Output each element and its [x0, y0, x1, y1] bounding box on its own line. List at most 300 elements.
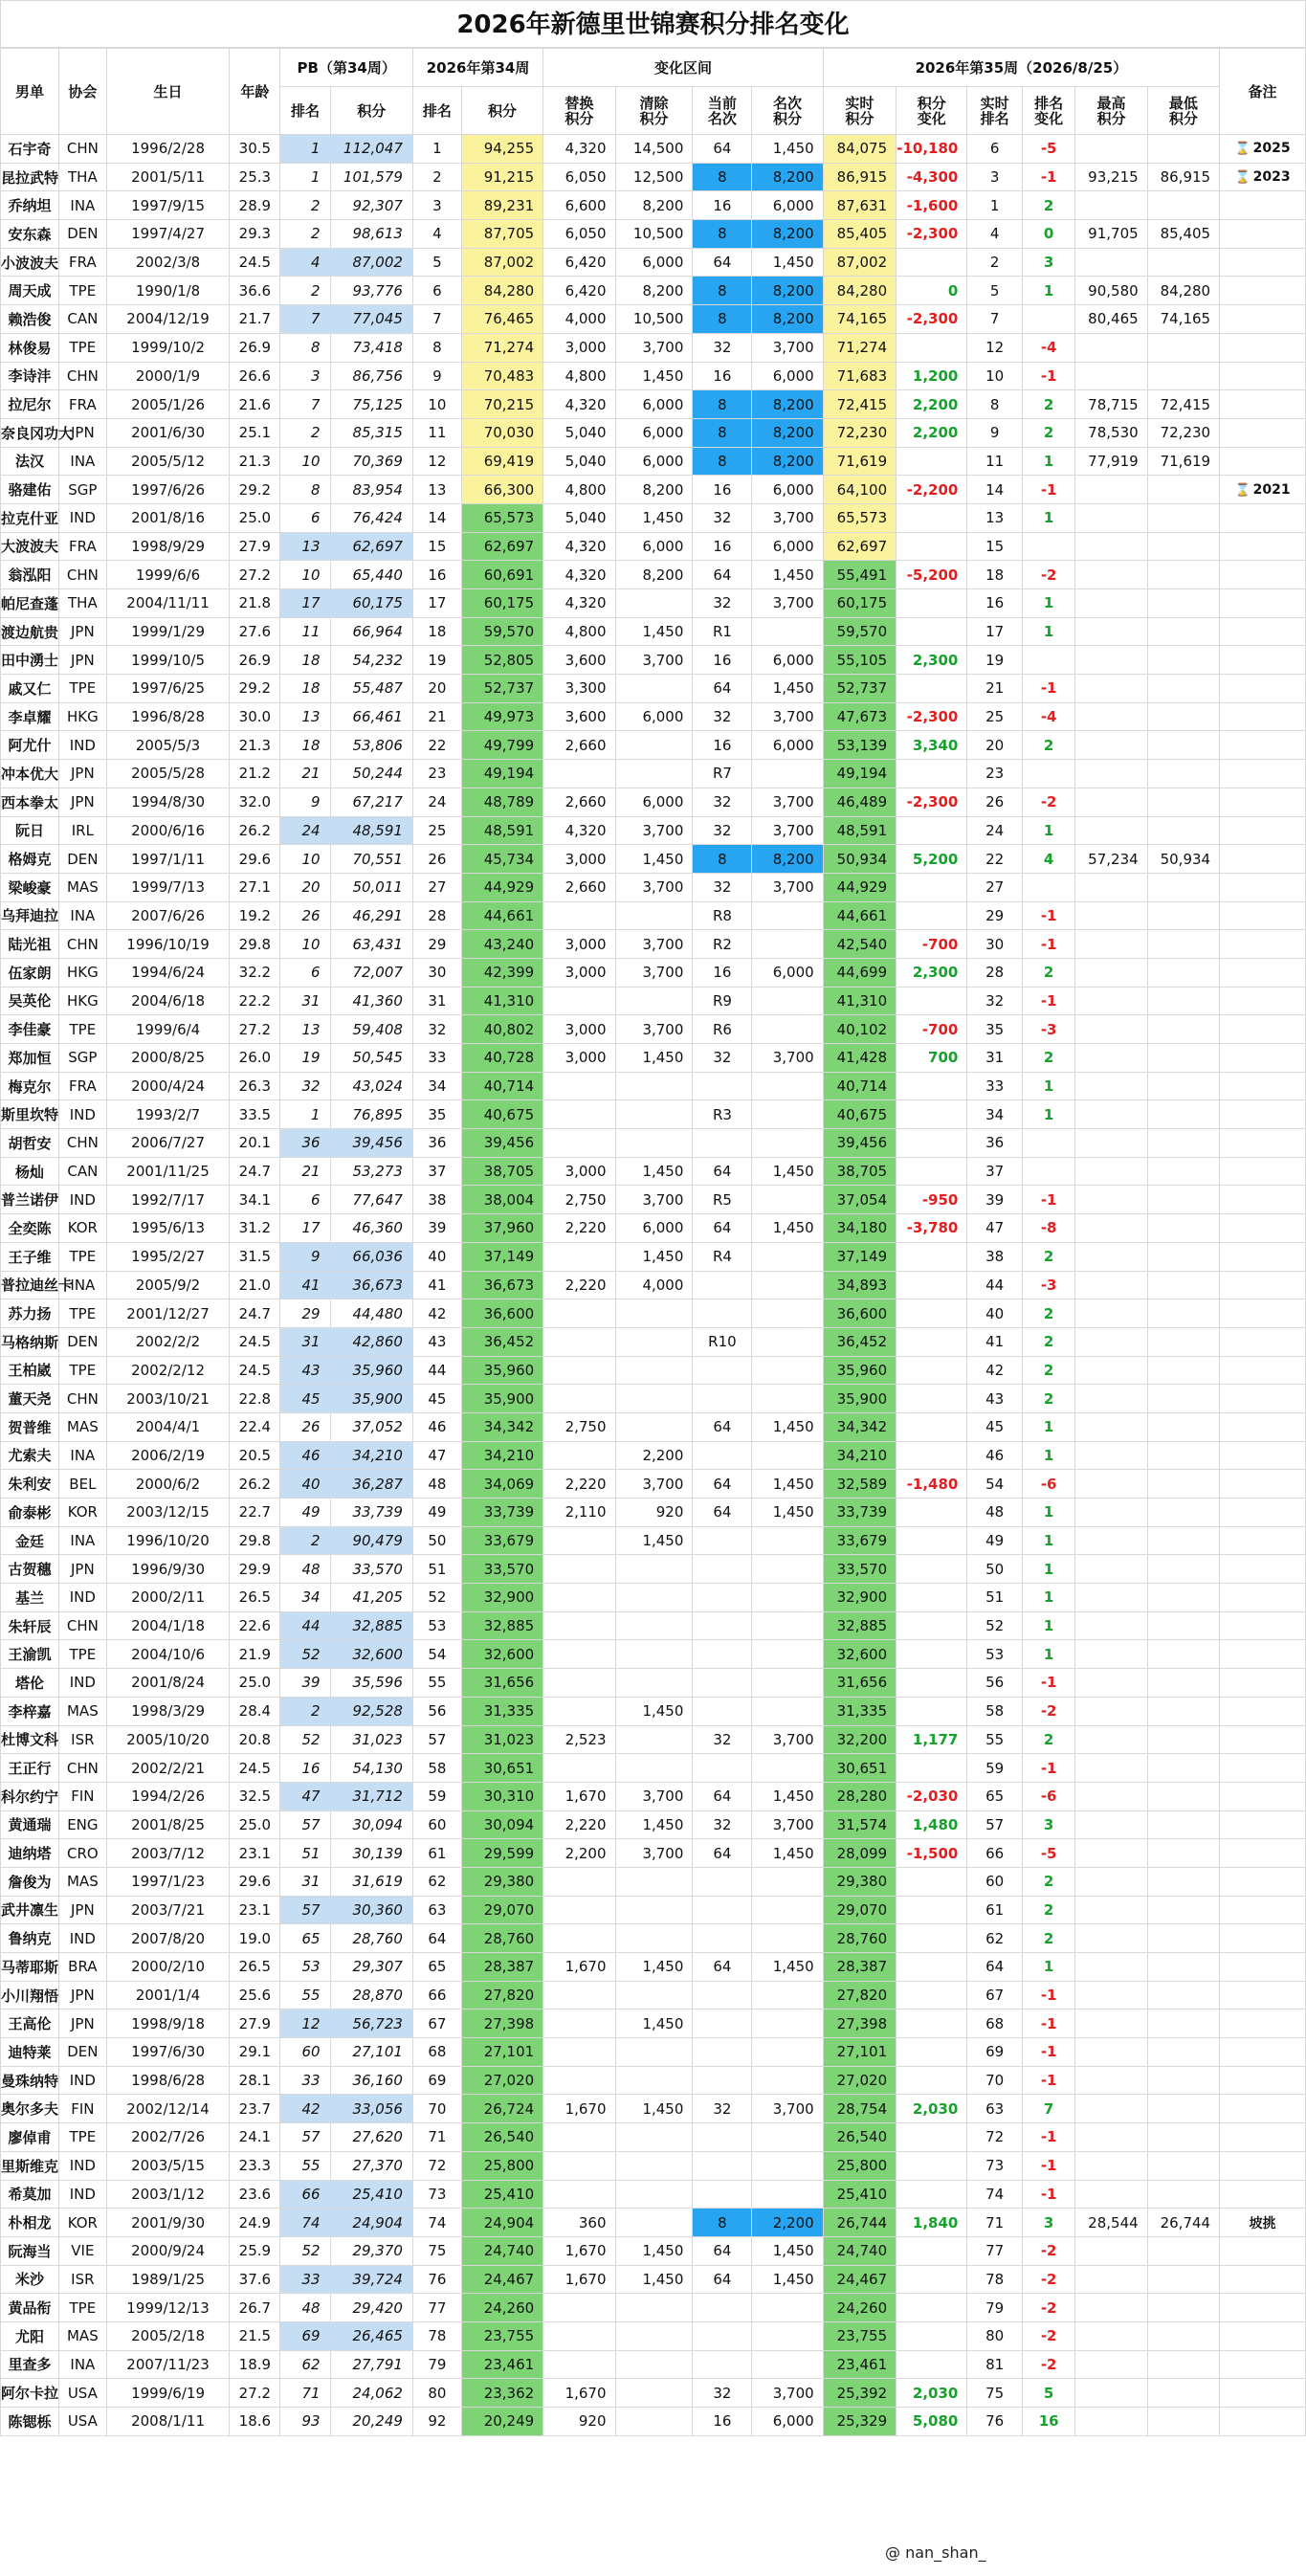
current-round: 64 [693, 2265, 752, 2294]
pb-points: 53,806 [330, 731, 412, 760]
birthday: 2001/8/25 [106, 1810, 230, 1839]
hourglass-icon: ⌛ [1234, 142, 1251, 157]
max-points [1075, 2180, 1147, 2209]
pb-points: 26,465 [330, 2321, 412, 2350]
replace-points: 5,040 [543, 503, 615, 532]
max-points: 90,580 [1075, 277, 1147, 305]
live-points: 41,428 [823, 1044, 896, 1073]
points-change: -2,300 [896, 788, 967, 816]
points-change [896, 2236, 967, 2265]
min-points [1147, 1470, 1219, 1499]
pb-rank: 17 [280, 1214, 330, 1243]
live-rank: 80 [967, 2321, 1023, 2350]
clear-points: 1,450 [615, 2265, 693, 2294]
round-points: 1,450 [752, 1470, 823, 1499]
replace-points [543, 1129, 615, 1158]
round-points [752, 617, 823, 646]
w34-points: 89,231 [461, 191, 542, 220]
rank-change: 1 [1022, 277, 1074, 305]
live-points: 29,070 [823, 1896, 896, 1924]
w34-rank: 22 [412, 731, 461, 760]
player-name: 迪特莱 [1, 2038, 59, 2067]
association: FRA [58, 248, 106, 277]
replace-points [543, 2294, 615, 2322]
current-round: R2 [693, 930, 752, 959]
live-points: 44,929 [823, 873, 896, 901]
round-points [752, 930, 823, 959]
note [1220, 1100, 1306, 1129]
live-rank: 79 [967, 2294, 1023, 2322]
table-row [1, 1271, 1306, 1299]
birthday: 1999/10/2 [106, 333, 230, 362]
clear-points: 1,450 [615, 1157, 693, 1186]
live-points: 34,342 [823, 1412, 896, 1441]
round-points [752, 1356, 823, 1385]
note [1220, 1186, 1306, 1214]
note [1220, 2095, 1306, 2123]
clear-points: 6,000 [615, 702, 693, 731]
association: TPE [58, 2294, 106, 2322]
birthday: 2003/12/15 [106, 1499, 230, 1527]
birthday: 2005/5/28 [106, 760, 230, 788]
max-points [1075, 2066, 1147, 2095]
min-points [1147, 589, 1219, 618]
birthday: 2005/10/20 [106, 1725, 230, 1754]
round-points: 3,700 [752, 1725, 823, 1754]
rank-change: 1 [1022, 1499, 1074, 1527]
age: 28.4 [230, 1697, 280, 1725]
birthday: 2004/1/18 [106, 1611, 230, 1640]
replace-points: 4,320 [543, 589, 615, 618]
live-points: 52,737 [823, 675, 896, 703]
points-change: 2,300 [896, 646, 967, 675]
current-round: 16 [693, 476, 752, 504]
max-points [1075, 1470, 1147, 1499]
player-name: 陈锶栎 [1, 2408, 59, 2436]
live-rank: 75 [967, 2379, 1023, 2408]
age: 23.1 [230, 1839, 280, 1868]
note [1220, 418, 1306, 447]
points-change: -1,480 [896, 1470, 967, 1499]
birthday: 1997/1/23 [106, 1867, 230, 1896]
live-rank: 2 [967, 248, 1023, 277]
points-change [896, 1157, 967, 1186]
rank-change [1022, 1129, 1074, 1158]
pb-rank: 69 [280, 2321, 330, 2350]
player-name: 林俊易 [1, 333, 59, 362]
pb-rank: 21 [280, 760, 330, 788]
live-rank: 76 [967, 2408, 1023, 2436]
pb-rank: 21 [280, 1157, 330, 1186]
clear-points [615, 1896, 693, 1924]
w34-rank: 73 [412, 2180, 461, 2209]
age: 29.8 [230, 930, 280, 959]
max-points [1075, 2350, 1147, 2379]
round-points [752, 1015, 823, 1044]
w34-points: 33,739 [461, 1499, 542, 1527]
w34-points: 24,260 [461, 2294, 542, 2322]
w34-rank: 54 [412, 1640, 461, 1669]
pb-points: 41,360 [330, 987, 412, 1015]
association: JPN [58, 2010, 106, 2038]
live-points: 27,398 [823, 2010, 896, 2038]
birthday: 2005/9/2 [106, 1271, 230, 1299]
table-row [1, 646, 1306, 675]
w34-rank: 16 [412, 561, 461, 589]
pb-points: 92,528 [330, 1697, 412, 1725]
pb-rank: 55 [280, 2151, 330, 2180]
player-name: 廖倬甫 [1, 2123, 59, 2152]
pb-points: 54,130 [330, 1754, 412, 1783]
player-name: 帕尼查蓬 [1, 589, 59, 618]
min-points [1147, 1754, 1219, 1783]
table-row [1, 2379, 1306, 2408]
rank-change: -1 [1022, 930, 1074, 959]
w34-points: 60,175 [461, 589, 542, 618]
w34-rank: 46 [412, 1412, 461, 1441]
pb-rank: 65 [280, 1924, 330, 1953]
player-name: 奈良冈功大 [1, 418, 59, 447]
live-points: 34,210 [823, 1441, 896, 1470]
min-points [1147, 788, 1219, 816]
max-points [1075, 930, 1147, 959]
w34-rank: 55 [412, 1669, 461, 1698]
w34-rank: 15 [412, 532, 461, 561]
rank-change: -1 [1022, 2180, 1074, 2209]
note [1220, 2123, 1306, 2152]
live-rank: 28 [967, 958, 1023, 987]
w34-points: 34,342 [461, 1412, 542, 1441]
age: 22.6 [230, 1611, 280, 1640]
live-rank: 3 [967, 163, 1023, 191]
rank-change: -3 [1022, 1271, 1074, 1299]
association: IND [58, 1100, 106, 1129]
birthday: 1999/6/19 [106, 2379, 230, 2408]
w34-rank: 56 [412, 1697, 461, 1725]
current-round: 8 [693, 2209, 752, 2237]
live-rank: 48 [967, 1499, 1023, 1527]
round-points: 1,450 [752, 2236, 823, 2265]
w34-rank: 17 [412, 589, 461, 618]
min-points [1147, 1839, 1219, 1868]
table-row [1, 362, 1306, 390]
live-points: 32,885 [823, 1611, 896, 1640]
association: FRA [58, 390, 106, 419]
min-points [1147, 1242, 1219, 1271]
w34-rank: 26 [412, 845, 461, 874]
rank-change: -1 [1022, 362, 1074, 390]
pb-points: 54,232 [330, 646, 412, 675]
birthday: 1999/10/5 [106, 646, 230, 675]
max-points [1075, 646, 1147, 675]
birthday: 2004/11/11 [106, 589, 230, 618]
group-week34: 2026年第34周 [412, 49, 542, 87]
live-rank: 10 [967, 362, 1023, 390]
live-points: 71,683 [823, 362, 896, 390]
min-points [1147, 135, 1219, 164]
w34-rank: 63 [412, 1896, 461, 1924]
birthday: 2004/4/1 [106, 1412, 230, 1441]
note [1220, 135, 1306, 164]
live-rank: 30 [967, 930, 1023, 959]
live-points: 27,820 [823, 1981, 896, 2010]
pb-points: 29,307 [330, 1953, 412, 1982]
player-name: 朴相龙 [1, 2209, 59, 2237]
current-round: 16 [693, 532, 752, 561]
current-round: 8 [693, 447, 752, 476]
birthday: 2000/6/2 [106, 1470, 230, 1499]
live-rank: 8 [967, 390, 1023, 419]
round-points [752, 1697, 823, 1725]
rank-change: -6 [1022, 1782, 1074, 1810]
live-rank: 39 [967, 1186, 1023, 1214]
pb-rank: 18 [280, 646, 330, 675]
min-points [1147, 987, 1219, 1015]
max-points [1075, 1327, 1147, 1356]
col-min-pts: 最低 积分 [1147, 87, 1219, 135]
points-change [896, 2265, 967, 2294]
rank-change: 1 [1022, 447, 1074, 476]
age: 26.7 [230, 2294, 280, 2322]
note [1220, 305, 1306, 334]
live-points: 46,489 [823, 788, 896, 816]
birthday: 1998/9/18 [106, 2010, 230, 2038]
current-round: 32 [693, 1725, 752, 1754]
player-name: 李梓嘉 [1, 1697, 59, 1725]
w34-points: 35,960 [461, 1356, 542, 1385]
points-change: 2,030 [896, 2379, 967, 2408]
note-text: 2025 [1252, 141, 1291, 157]
rank-change: 2 [1022, 418, 1074, 447]
birthday: 1998/9/29 [106, 532, 230, 561]
points-change: -5,200 [896, 561, 967, 589]
current-round: 8 [693, 418, 752, 447]
round-points [752, 1129, 823, 1158]
pb-points: 30,094 [330, 1810, 412, 1839]
pb-rank: 71 [280, 2379, 330, 2408]
replace-points: 4,320 [543, 390, 615, 419]
live-rank: 66 [967, 1839, 1023, 1868]
min-points [1147, 2180, 1219, 2209]
points-change [896, 2294, 967, 2322]
pb-rank: 1 [280, 163, 330, 191]
w34-rank: 23 [412, 760, 461, 788]
replace-points [543, 1640, 615, 1669]
pb-rank: 2 [280, 1697, 330, 1725]
replace-points: 6,050 [543, 220, 615, 249]
age: 34.1 [230, 1186, 280, 1214]
rank-change: -4 [1022, 333, 1074, 362]
table-row [1, 1470, 1306, 1499]
player-name: 王正行 [1, 1754, 59, 1783]
rank-change: 1 [1022, 1953, 1074, 1982]
live-points: 55,105 [823, 646, 896, 675]
min-points [1147, 901, 1219, 930]
w34-points: 71,274 [461, 333, 542, 362]
birthday: 2001/9/30 [106, 2209, 230, 2237]
round-points [752, 2321, 823, 2350]
live-points: 41,310 [823, 987, 896, 1015]
rank-change: 1 [1022, 816, 1074, 845]
player-name: 翁泓阳 [1, 561, 59, 589]
clear-points [615, 675, 693, 703]
note [1220, 2408, 1306, 2436]
birthday: 2001/6/30 [106, 418, 230, 447]
pb-rank: 8 [280, 333, 330, 362]
live-points: 85,405 [823, 220, 896, 249]
live-rank: 81 [967, 2350, 1023, 2379]
w34-rank: 48 [412, 1470, 461, 1499]
current-round [693, 1129, 752, 1158]
points-change [896, 987, 967, 1015]
w34-rank: 39 [412, 1214, 461, 1243]
table-row [1, 1924, 1306, 1953]
round-points [752, 2350, 823, 2379]
age: 18.9 [230, 2350, 280, 2379]
max-points [1075, 362, 1147, 390]
clear-points [615, 2038, 693, 2067]
age: 26.2 [230, 1470, 280, 1499]
birthday: 1997/1/11 [106, 845, 230, 874]
pb-points: 65,440 [330, 561, 412, 589]
player-name: 周天成 [1, 277, 59, 305]
table-row [1, 2010, 1306, 2038]
player-name: 朱利安 [1, 1470, 59, 1499]
age: 25.1 [230, 418, 280, 447]
current-round: 64 [693, 135, 752, 164]
w34-rank: 44 [412, 1356, 461, 1385]
replace-points: 2,523 [543, 1725, 615, 1754]
rank-change: 2 [1022, 1725, 1074, 1754]
live-rank: 9 [967, 418, 1023, 447]
w34-rank: 36 [412, 1129, 461, 1158]
min-points [1147, 1044, 1219, 1073]
max-points [1075, 2408, 1147, 2436]
w34-rank: 58 [412, 1754, 461, 1783]
age: 25.0 [230, 503, 280, 532]
player-name: 小波波夫 [1, 248, 59, 277]
pb-rank: 3 [280, 362, 330, 390]
note [1220, 476, 1306, 504]
round-points [752, 1669, 823, 1698]
clear-points: 1,450 [615, 617, 693, 646]
rank-change: 4 [1022, 845, 1074, 874]
points-change: 1,480 [896, 1810, 967, 1839]
age: 26.5 [230, 1953, 280, 1982]
pb-points: 42,860 [330, 1327, 412, 1356]
pb-rank: 26 [280, 901, 330, 930]
association: JPN [58, 617, 106, 646]
points-change: -3,780 [896, 1214, 967, 1243]
replace-points: 2,200 [543, 1839, 615, 1868]
w34-rank: 11 [412, 418, 461, 447]
pb-points: 39,456 [330, 1129, 412, 1158]
live-points: 72,230 [823, 418, 896, 447]
round-points: 6,000 [752, 731, 823, 760]
round-points: 8,200 [752, 277, 823, 305]
note [1220, 617, 1306, 646]
table-row [1, 2236, 1306, 2265]
pb-rank: 40 [280, 1470, 330, 1499]
note [1220, 2038, 1306, 2067]
table-row [1, 901, 1306, 930]
note [1220, 220, 1306, 249]
col-name: 男单 [1, 49, 59, 135]
note [1220, 2265, 1306, 2294]
replace-points [543, 1754, 615, 1783]
w34-points: 34,210 [461, 1441, 542, 1470]
live-rank: 49 [967, 1526, 1023, 1555]
player-name: 尤索夫 [1, 1441, 59, 1470]
points-change [896, 1555, 967, 1584]
w34-points: 49,973 [461, 702, 542, 731]
w34-rank: 19 [412, 646, 461, 675]
current-round: R9 [693, 987, 752, 1015]
clear-points: 1,450 [615, 1697, 693, 1725]
clear-points: 1,450 [615, 845, 693, 874]
replace-points [543, 1555, 615, 1584]
birthday: 1994/6/24 [106, 958, 230, 987]
birthday: 2002/2/21 [106, 1754, 230, 1783]
pb-rank: 12 [280, 2010, 330, 2038]
clear-points [615, 1299, 693, 1328]
note [1220, 1584, 1306, 1612]
points-change [896, 1924, 967, 1953]
replace-points [543, 1242, 615, 1271]
clear-points [615, 2123, 693, 2152]
live-points: 84,075 [823, 135, 896, 164]
live-points: 25,800 [823, 2151, 896, 2180]
note [1220, 2151, 1306, 2180]
rank-change: -1 [1022, 2010, 1074, 2038]
round-points: 3,700 [752, 2095, 823, 2123]
pb-points: 31,712 [330, 1782, 412, 1810]
replace-points: 4,800 [543, 617, 615, 646]
points-change: 2,200 [896, 418, 967, 447]
clear-points [615, 901, 693, 930]
clear-points [615, 1584, 693, 1612]
age: 29.9 [230, 1555, 280, 1584]
replace-points: 2,750 [543, 1186, 615, 1214]
association: MAS [58, 1697, 106, 1725]
live-rank: 64 [967, 1953, 1023, 1982]
player-name: 王渝凯 [1, 1640, 59, 1669]
pb-rank: 24 [280, 816, 330, 845]
birthday: 2000/2/11 [106, 1584, 230, 1612]
w34-points: 52,737 [461, 675, 542, 703]
note [1220, 1526, 1306, 1555]
table-row [1, 702, 1306, 731]
live-rank: 44 [967, 1271, 1023, 1299]
pb-points: 59,408 [330, 1015, 412, 1044]
rank-change: 1 [1022, 1412, 1074, 1441]
w34-rank: 27 [412, 873, 461, 901]
points-change [896, 532, 967, 561]
w34-rank: 50 [412, 1526, 461, 1555]
clear-points: 8,200 [615, 277, 693, 305]
association: IND [58, 1924, 106, 1953]
pb-points: 75,125 [330, 390, 412, 419]
max-points: 78,715 [1075, 390, 1147, 419]
association: SGP [58, 1044, 106, 1073]
pb-rank: 49 [280, 1499, 330, 1527]
w34-rank: 51 [412, 1555, 461, 1584]
points-change [896, 2123, 967, 2152]
pb-rank: 1 [280, 1100, 330, 1129]
max-points [1075, 731, 1147, 760]
birthday: 1999/1/29 [106, 617, 230, 646]
clear-points: 2,200 [615, 1441, 693, 1470]
